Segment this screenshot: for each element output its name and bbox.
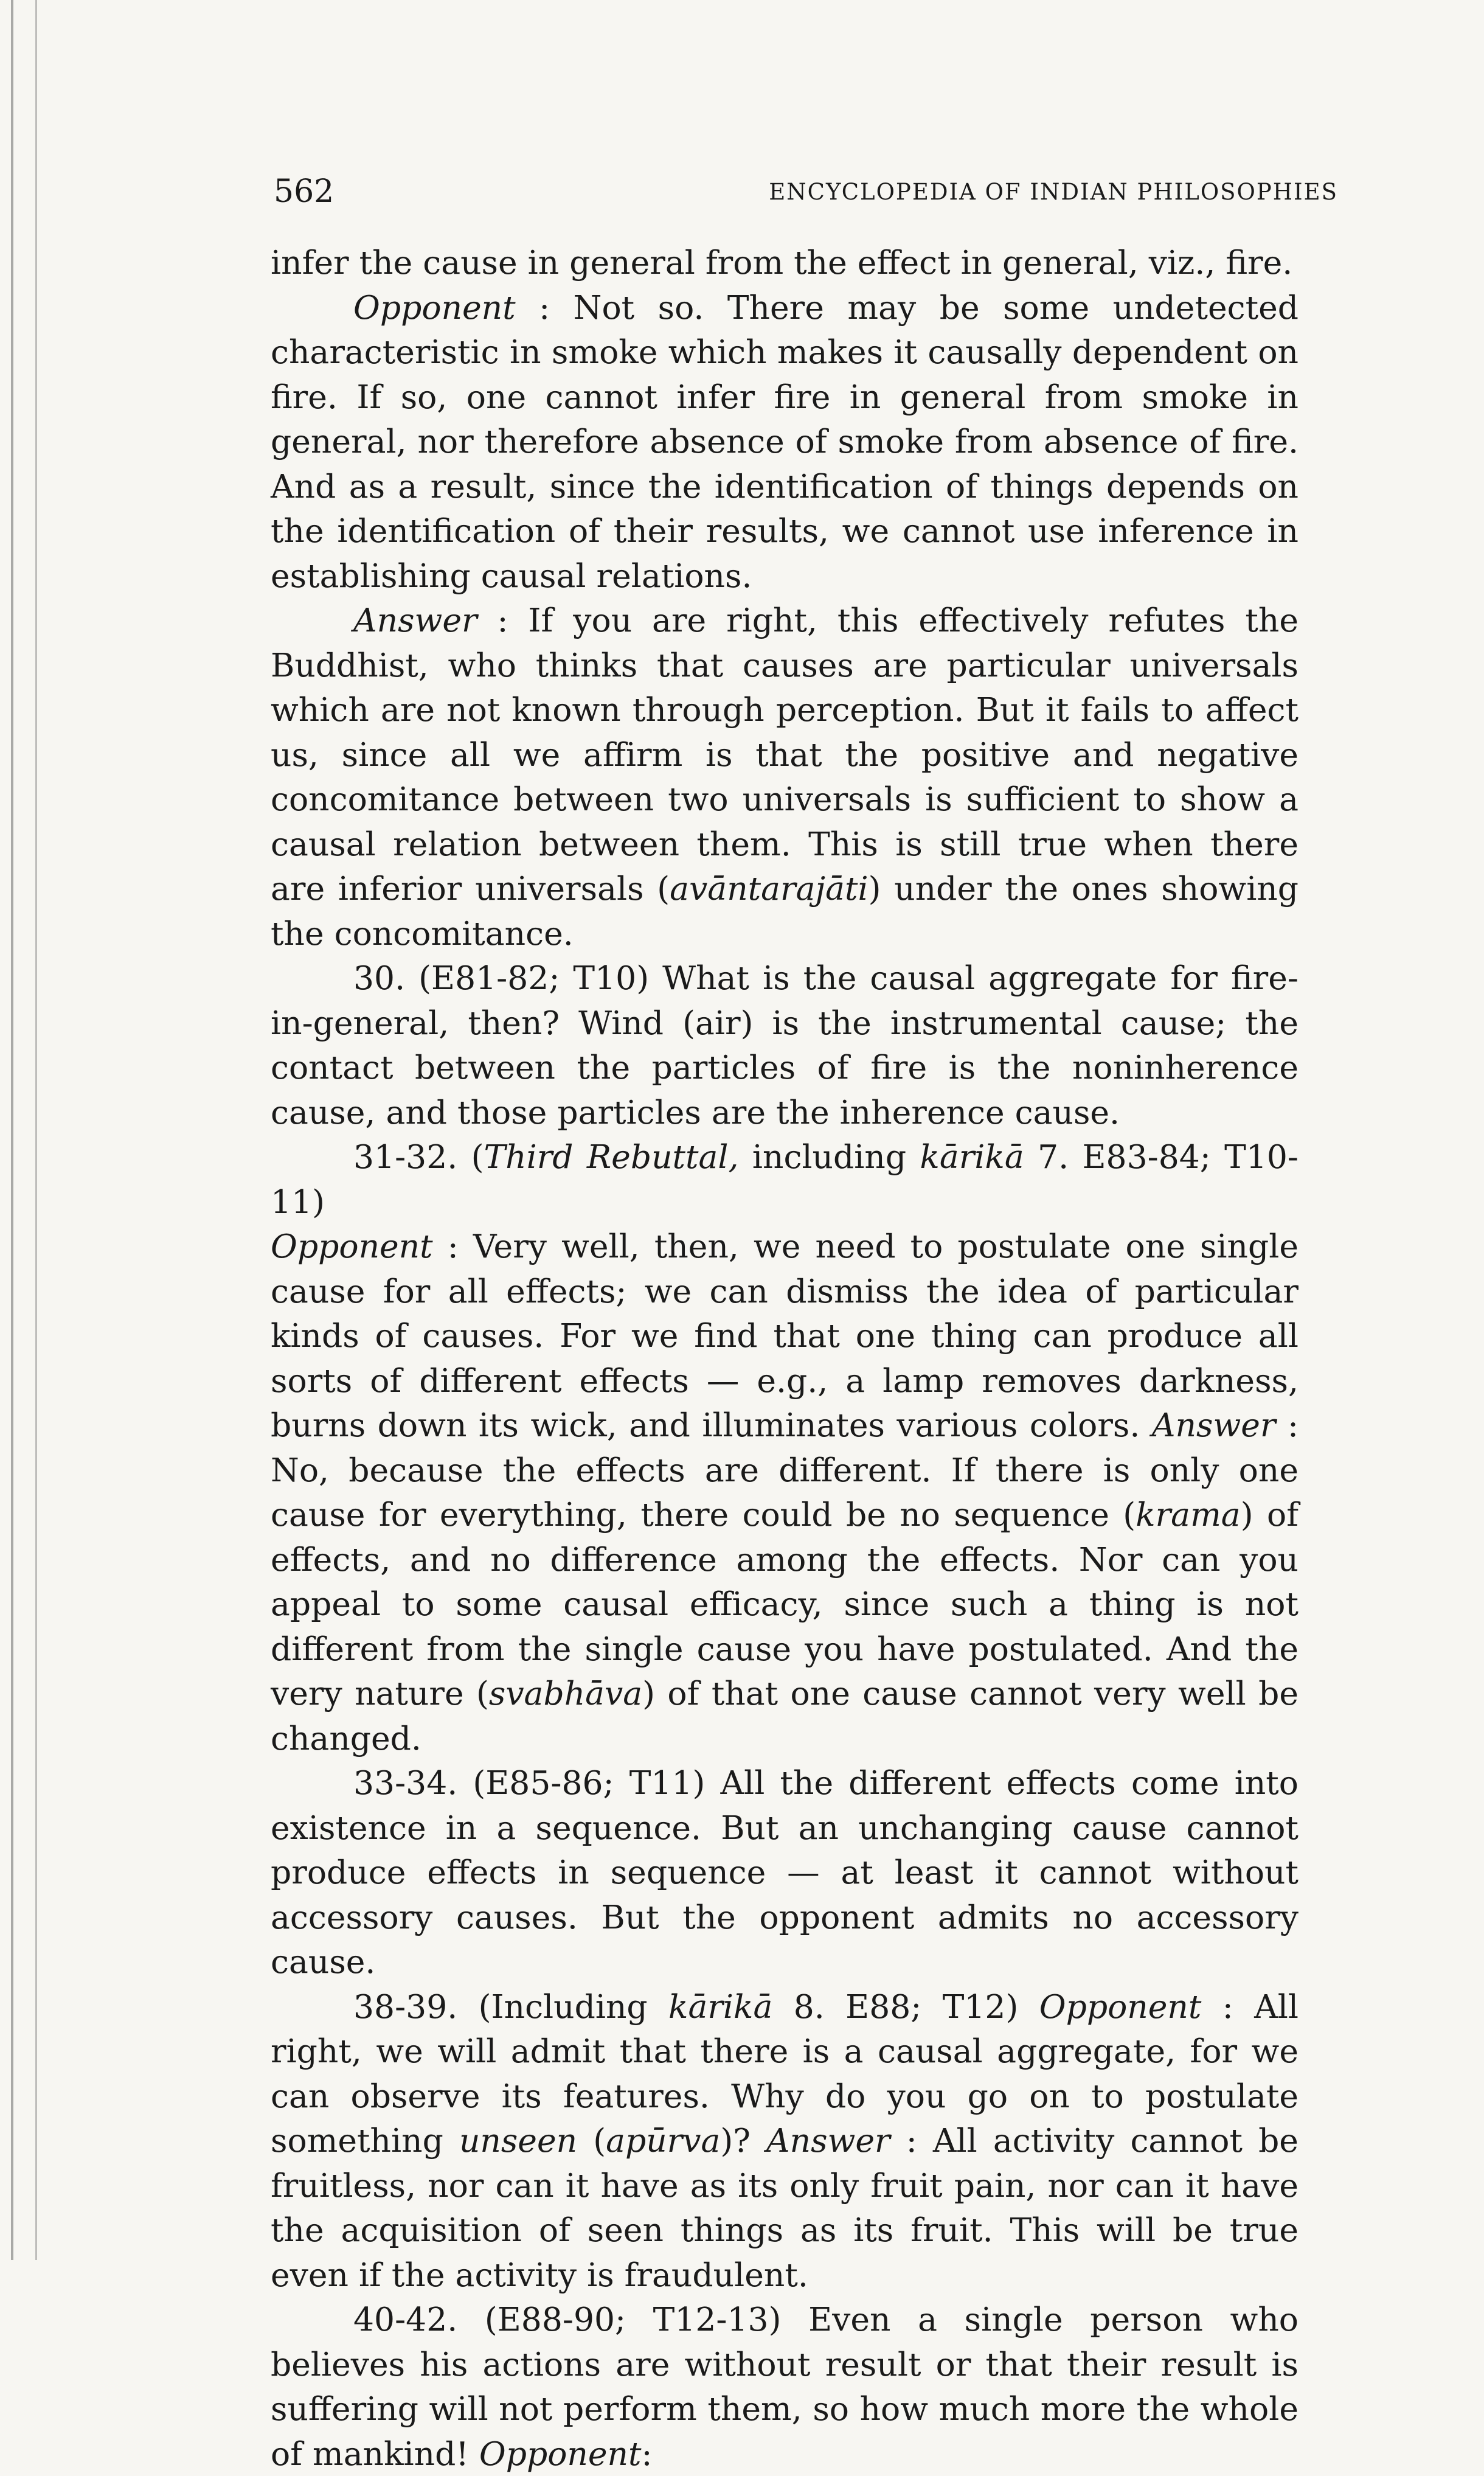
speaker-label: Opponent (479, 2434, 642, 2473)
text-segment: : If you are right, this effectively refutes the Buddhist, who thinks that causes are particular universals which are not known through perception. But it fails to affect us, since all we affirm is that the positive and negative concomitance between two universals is sufficient to show a causal relation between them. This is still true when there are inferior universals ( (271, 601, 1298, 908)
scan-gutter-line-right (35, 0, 37, 2260)
text-segment: 33-34. (E85-86; T11) All the different effects come into existence in a sequence. But an unchanging cause cannot produce effects in sequence — at least it cannot without accessory causes. But the opponent admits no accessory cause. (271, 1764, 1298, 1981)
paragraph-9 (271, 2297, 1298, 2476)
page-header (274, 173, 1338, 210)
text-segment: including (738, 1138, 920, 1176)
paragraph-2 (271, 285, 1298, 599)
text-segment: : All activity cannot be fruitless, nor can it have as its only fruit pain, nor can it have the acquisition of seen things as its fruit. This will be true even if the activity is fraudulent. (271, 2121, 1298, 2294)
section-title: Third Rebuttal, (484, 1138, 739, 1176)
text-segment: 30. (E81-82; T10) What is the causal aggregate for fire-in-general, then? Wind (air) is the instrumental cause; the contact between the particles of fire is the noninherence cause, and those particles are the inherence cause. (271, 959, 1298, 1132)
speaker-label: Answer (766, 2121, 890, 2160)
scan-gutter-line-left (11, 0, 13, 2260)
paragraph-1 (271, 240, 1298, 285)
sanskrit-term: svabhāva (488, 1674, 643, 1713)
paragraph-7 (271, 1761, 1298, 1984)
text-segment: )? (720, 2121, 767, 2160)
page-number: 562 (274, 173, 335, 210)
speaker-label: Opponent (1039, 1987, 1202, 2026)
speaker-label: Answer (1151, 1406, 1276, 1444)
text-segment: : No, because the effects are different. If there is only one cause for everything, there could be no sequence ( (271, 1406, 1298, 1534)
text-segment: 31-32. ( (353, 1138, 484, 1176)
sanskrit-term: kārikā (668, 1987, 773, 2026)
text-segment: ( (577, 2121, 606, 2160)
text-segment: infer the cause in general from the effect in general, viz., fire. (271, 243, 1293, 282)
text-segment: : Very well, then, we need to postulate one single cause for all effects; we can dismiss the idea of particular kinds of causes. For we find that one thing can produce all sorts of different effects — e.g., a lamp removes darkness, burns down its wick, and illuminates various colors. (271, 1227, 1298, 1444)
text-segment: 40-42. (E88-90; T12-13) Even a single person who believes his actions are without result or that their result is suffering will not perform them, so how much more the whole of mankind! (271, 2300, 1298, 2473)
sanskrit-term: apūrva (606, 2121, 721, 2160)
text-segment: 8. E88; T12) (772, 1987, 1039, 2026)
body-text (271, 240, 1298, 2476)
paragraph-5 (271, 1135, 1298, 1224)
text-segment: ) of effects, and no difference among the effects. Nor can you appeal to some causal efficacy, since such a thing is not different from the single cause you have postulated. And the very nature ( (271, 1495, 1299, 1713)
text-segment: ) of that one cause cannot very well be changed. (271, 1674, 1298, 1758)
speaker-label: Opponent (353, 288, 516, 327)
sanskrit-term: kārikā (920, 1138, 1024, 1176)
speaker-label: Answer (353, 601, 477, 639)
text-segment: : (641, 2434, 653, 2473)
sanskrit-term: krama (1136, 1495, 1241, 1534)
paragraph-3 (271, 598, 1298, 956)
text-segment: 38-39. (Including (353, 1987, 669, 2026)
sanskrit-term: avāntarajāti (670, 869, 869, 908)
running-title: ENCYCLOPEDIA OF INDIAN PHILOSOPHIES (769, 179, 1338, 205)
speaker-label: Opponent (271, 1227, 433, 1265)
emphasis-term: unseen (459, 2121, 578, 2160)
text-segment: ) under the ones showing the concomitance. (271, 869, 1299, 953)
paragraph-4 (271, 956, 1298, 1135)
text-segment: : All right, we will admit that there is a causal aggregate, for we can observe its features. Why do you go on to postulate something (271, 1987, 1298, 2160)
paragraph-8 (271, 1984, 1298, 2298)
text-segment: 7. E83-84; T10-11) (271, 1138, 1298, 1221)
text-segment: : Not so. There may be some undetected characteristic in smoke which makes it causally dependent on fire. If so, one cannot infer fire in general from smoke in general, nor therefore absence of smoke from absence of fire. And as a result, since the identification of things depends on the identification of their results, we cannot use inference in establishing causal relations. (271, 288, 1298, 595)
paragraph-6 (271, 1224, 1298, 1761)
